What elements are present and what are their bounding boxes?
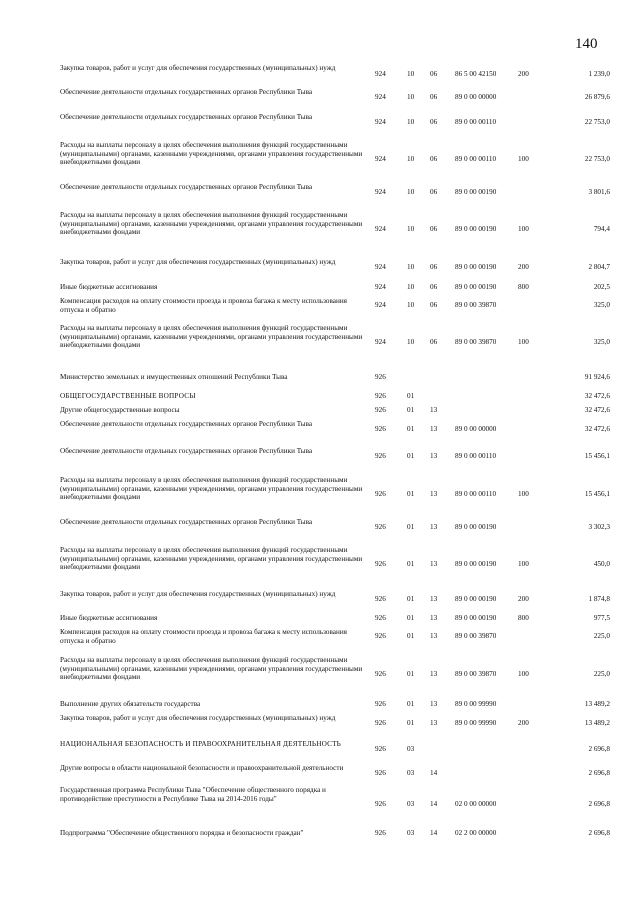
row-pr: 06 xyxy=(430,188,438,196)
row-csr: 89 0 00 99990 xyxy=(455,700,497,708)
row-description: Закупка товаров, работ и услуг для обеспечения государственных (муниципальных) нужд xyxy=(60,714,336,722)
row-rz: 01 xyxy=(407,670,415,678)
row-csr: 02 2 00 00000 xyxy=(455,829,497,837)
row-ved: 924 xyxy=(375,118,386,126)
row-ved: 924 xyxy=(375,225,386,233)
row-description: Другие общегосударственные вопросы xyxy=(60,406,180,414)
row-vr: 100 xyxy=(518,338,529,346)
row-description: Компенсация расходов на оплату стоимости проезда и провоза багажа к месту использования отпуска и обратно xyxy=(60,297,347,314)
row-rz: 10 xyxy=(407,301,415,309)
row-csr: 89 0 00 00110 xyxy=(455,452,497,460)
row-ved: 924 xyxy=(375,93,386,101)
row-pr: 13 xyxy=(430,700,438,708)
row-ved: 926 xyxy=(375,406,386,414)
row-csr: 02 0 00 00000 xyxy=(455,800,497,808)
row-sum: 2 696,8 xyxy=(588,800,610,808)
row-vr: 200 xyxy=(518,70,529,78)
row-vr: 800 xyxy=(518,614,529,622)
row-rz: 10 xyxy=(407,155,415,163)
row-ved: 926 xyxy=(375,670,386,678)
row-csr: 89 0 00 99990 xyxy=(455,719,497,727)
row-description: Расходы на выплаты персоналу в целях обеспечения выполнения функций государственными (муниципальными) органами, казенными учреждениями, органами управления государственными внебюджетными фондами xyxy=(60,656,363,682)
row-pr: 06 xyxy=(430,118,438,126)
row-rz: 10 xyxy=(407,283,415,291)
row-csr: 89 0 00 00110 xyxy=(455,155,497,163)
row-rz: 01 xyxy=(407,490,415,498)
row-ved: 924 xyxy=(375,263,386,271)
row-pr: 13 xyxy=(430,560,438,568)
row-description: Расходы на выплаты персоналу в целях обеспечения выполнения функций государственными (муниципальными) органами, казенными учреждениями, органами управления государственными внебюджетными фондами xyxy=(60,324,363,350)
row-csr: 89 0 00 39870 xyxy=(455,301,497,309)
row-csr: 89 0 00 00190 xyxy=(455,283,497,291)
row-ved: 924 xyxy=(375,155,386,163)
row-rz: 10 xyxy=(407,225,415,233)
row-sum: 325,0 xyxy=(593,338,610,346)
row-rz: 03 xyxy=(407,800,415,808)
row-sum: 26 879,6 xyxy=(584,93,610,101)
row-rz: 10 xyxy=(407,93,415,101)
row-pr: 14 xyxy=(430,800,438,808)
row-ved: 926 xyxy=(375,614,386,622)
row-pr: 13 xyxy=(430,670,438,678)
row-pr: 06 xyxy=(430,155,438,163)
row-pr: 06 xyxy=(430,283,438,291)
row-ved: 926 xyxy=(375,719,386,727)
row-sum: 2 804,7 xyxy=(588,263,610,271)
row-csr: 89 0 00 39870 xyxy=(455,338,497,346)
row-ved: 926 xyxy=(375,560,386,568)
row-pr: 13 xyxy=(430,523,438,531)
row-description: НАЦИОНАЛЬНАЯ БЕЗОПАСНОСТЬ И ПРАВООХРАНИТЕЛЬНАЯ ДЕЯТЕЛЬНОСТЬ xyxy=(60,740,342,748)
row-pr: 06 xyxy=(430,70,438,78)
row-ved: 926 xyxy=(375,392,386,400)
row-sum: 22 753,0 xyxy=(584,155,610,163)
row-sum: 325,0 xyxy=(593,301,610,309)
row-description: Расходы на выплаты персоналу в целях обеспечения выполнения функций государственными (муниципальными) органами, казенными учреждениями, органами управления государственными внебюджетными фондами xyxy=(60,546,363,572)
row-pr: 13 xyxy=(430,425,438,433)
row-rz: 10 xyxy=(407,188,415,196)
row-vr: 100 xyxy=(518,155,529,163)
row-pr: 13 xyxy=(430,595,438,603)
row-description: Расходы на выплаты персоналу в целях обеспечения выполнения функций государственными (муниципальными) органами, казенными учреждениями, органами управления государственными внебюджетными фондами xyxy=(60,141,363,167)
row-sum: 15 456,1 xyxy=(584,452,610,460)
row-ved: 924 xyxy=(375,70,386,78)
row-rz: 10 xyxy=(407,118,415,126)
row-ved: 926 xyxy=(375,595,386,603)
row-csr: 86 5 00 42150 xyxy=(455,70,497,78)
row-description: Обеспечение деятельности отдельных государственных органов Республики Тыва xyxy=(60,113,313,121)
row-description: Обеспечение деятельности отдельных государственных органов Республики Тыва xyxy=(60,88,313,96)
row-description: Министерство земельных и имущественных отношений Республики Тыва xyxy=(60,373,288,381)
row-csr: 89 0 00 00000 xyxy=(455,93,497,101)
row-sum: 1 239,0 xyxy=(588,70,610,78)
row-sum: 225,0 xyxy=(593,670,610,678)
row-csr: 89 0 00 00000 xyxy=(455,425,497,433)
row-ved: 924 xyxy=(375,188,386,196)
row-description: Закупка товаров, работ и услуг для обеспечения государственных (муниципальных) нужд xyxy=(60,64,336,72)
row-rz: 01 xyxy=(407,406,415,414)
row-vr: 200 xyxy=(518,595,529,603)
row-description: Другие вопросы в области национальной безопасности и правоохранительной деятельности xyxy=(60,764,344,772)
row-sum: 22 753,0 xyxy=(584,118,610,126)
row-csr: 89 0 00 00190 xyxy=(455,614,497,622)
row-description: Расходы на выплаты персоналу в целях обеспечения выполнения функций государственными (муниципальными) органами, казенными учреждениями, органами управления государственными внебюджетными фондами xyxy=(60,476,363,502)
row-description: Иные бюджетные ассигнования xyxy=(60,283,158,291)
row-sum: 13 489,2 xyxy=(584,719,610,727)
row-rz: 01 xyxy=(407,614,415,622)
row-description: ОБЩЕГОСУДАРСТВЕННЫЕ ВОПРОСЫ xyxy=(60,392,196,400)
row-description: Подпрограмма "Обеспечение общественного порядка и безопасности граждан" xyxy=(60,829,304,837)
row-rz: 01 xyxy=(407,425,415,433)
row-rz: 01 xyxy=(407,392,415,400)
row-pr: 13 xyxy=(430,490,438,498)
row-rz: 03 xyxy=(407,829,415,837)
row-ved: 926 xyxy=(375,829,386,837)
row-description: Расходы на выплаты персоналу в целях обеспечения выполнения функций государственными (муниципальными) органами, казенными учреждениями, органами управления государственными внебюджетными фондами xyxy=(60,211,363,237)
row-rz: 01 xyxy=(407,452,415,460)
row-pr: 06 xyxy=(430,225,438,233)
row-description: Выполнение других обязательств государства xyxy=(60,700,201,708)
row-csr: 89 0 00 00190 xyxy=(455,263,497,271)
row-ved: 926 xyxy=(375,745,386,753)
row-csr: 89 0 00 00190 xyxy=(455,188,497,196)
page-number: 140 xyxy=(575,36,598,52)
row-ved: 926 xyxy=(375,800,386,808)
row-sum: 3 801,6 xyxy=(588,188,610,196)
row-sum: 977,5 xyxy=(593,614,610,622)
row-sum: 91 924,6 xyxy=(584,373,610,381)
row-sum: 2 696,8 xyxy=(588,769,610,777)
row-rz: 01 xyxy=(407,595,415,603)
row-sum: 794,4 xyxy=(593,225,610,233)
row-ved: 926 xyxy=(375,523,386,531)
row-sum: 13 489,2 xyxy=(584,700,610,708)
row-sum: 2 696,8 xyxy=(588,829,610,837)
row-csr: 89 0 00 00190 xyxy=(455,595,497,603)
row-vr: 100 xyxy=(518,560,529,568)
row-ved: 926 xyxy=(375,425,386,433)
row-pr: 13 xyxy=(430,614,438,622)
row-rz: 01 xyxy=(407,632,415,640)
row-ved: 924 xyxy=(375,301,386,309)
row-vr: 200 xyxy=(518,719,529,727)
row-ved: 924 xyxy=(375,338,386,346)
row-sum: 3 302,3 xyxy=(588,523,610,531)
row-csr: 89 0 00 00110 xyxy=(455,118,497,126)
row-rz: 03 xyxy=(407,745,415,753)
row-sum: 450,0 xyxy=(593,560,610,568)
row-description: Иные бюджетные ассигнования xyxy=(60,614,158,622)
row-vr: 800 xyxy=(518,283,529,291)
row-pr: 06 xyxy=(430,263,438,271)
row-csr: 89 0 00 00190 xyxy=(455,560,497,568)
row-pr: 06 xyxy=(430,301,438,309)
row-sum: 32 472,6 xyxy=(584,392,610,400)
row-sum: 32 472,6 xyxy=(584,406,610,414)
row-csr: 89 0 00 00110 xyxy=(455,490,497,498)
row-sum: 1 874,8 xyxy=(588,595,610,603)
row-description: Закупка товаров, работ и услуг для обеспечения государственных (муниципальных) нужд xyxy=(60,258,336,266)
row-vr: 200 xyxy=(518,263,529,271)
row-description: Обеспечение деятельности отдельных государственных органов Республики Тыва xyxy=(60,518,313,526)
row-description: Государственная программа Республики Тыва "Обеспечение общественного порядка и противодействие преступности в Республике Тыва на 2014-2016 годы" xyxy=(60,786,326,803)
row-ved: 926 xyxy=(375,632,386,640)
row-csr: 89 0 00 00190 xyxy=(455,523,497,531)
row-csr: 89 0 00 00190 xyxy=(455,225,497,233)
row-description: Компенсация расходов на оплату стоимости проезда и провоза багажа к месту использования отпуска и обратно xyxy=(60,628,347,645)
row-ved: 926 xyxy=(375,490,386,498)
row-pr: 13 xyxy=(430,632,438,640)
row-ved: 926 xyxy=(375,700,386,708)
row-rz: 01 xyxy=(407,700,415,708)
row-vr: 100 xyxy=(518,225,529,233)
row-sum: 15 456,1 xyxy=(584,490,610,498)
row-pr: 13 xyxy=(430,452,438,460)
row-sum: 225,0 xyxy=(593,632,610,640)
row-rz: 01 xyxy=(407,560,415,568)
row-csr: 89 0 00 39870 xyxy=(455,632,497,640)
row-pr: 14 xyxy=(430,769,438,777)
row-vr: 100 xyxy=(518,490,529,498)
row-description: Закупка товаров, работ и услуг для обеспечения государственных (муниципальных) нужд xyxy=(60,590,336,598)
row-ved: 926 xyxy=(375,769,386,777)
row-description: Обеспечение деятельности отдельных государственных органов Республики Тыва xyxy=(60,447,313,455)
row-rz: 01 xyxy=(407,523,415,531)
row-ved: 926 xyxy=(375,452,386,460)
row-rz: 03 xyxy=(407,769,415,777)
row-description: Обеспечение деятельности отдельных государственных органов Республики Тыва xyxy=(60,183,313,191)
row-csr: 89 0 00 39870 xyxy=(455,670,497,678)
row-rz: 10 xyxy=(407,70,415,78)
row-sum: 32 472,6 xyxy=(584,425,610,433)
row-sum: 2 696,8 xyxy=(588,745,610,753)
row-sum: 202,5 xyxy=(593,283,610,291)
row-description: Обеспечение деятельности отдельных государственных органов Республики Тыва xyxy=(60,420,313,428)
row-rz: 10 xyxy=(407,338,415,346)
row-ved: 924 xyxy=(375,283,386,291)
row-pr: 13 xyxy=(430,719,438,727)
row-pr: 06 xyxy=(430,338,438,346)
row-pr: 13 xyxy=(430,406,438,414)
row-rz: 10 xyxy=(407,263,415,271)
row-ved: 926 xyxy=(375,373,386,381)
row-pr: 14 xyxy=(430,829,438,837)
row-vr: 100 xyxy=(518,670,529,678)
row-pr: 06 xyxy=(430,93,438,101)
row-rz: 01 xyxy=(407,719,415,727)
